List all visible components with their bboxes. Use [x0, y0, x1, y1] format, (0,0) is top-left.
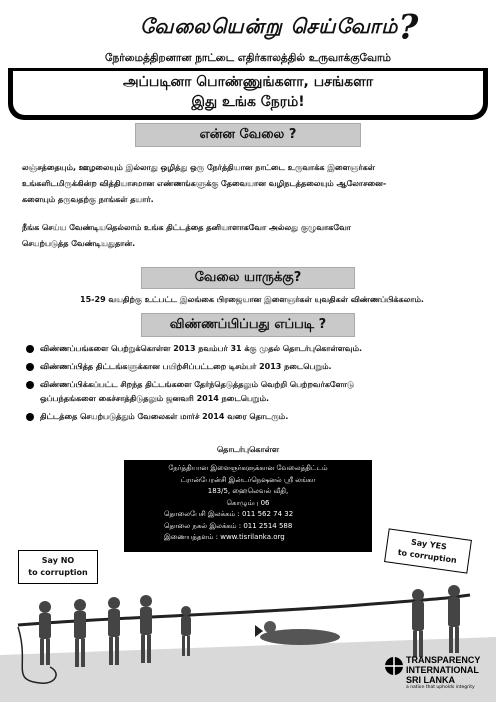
bullet-text: ஒப்பந்தங்களை கைச்சாத்திடுதலும் ஜனவரி 2014 நடைபெறும்.	[40, 394, 270, 403]
contact-address-1: 183/5, ஹைலெவல் வீதி,	[207, 487, 289, 495]
say-yes-line-2: to corruption	[397, 547, 458, 566]
ti-globe-icon	[384, 656, 404, 676]
section-who-heading: வேலை யாருக்கு?	[142, 268, 354, 288]
list-item	[26, 378, 476, 406]
list-item	[26, 342, 476, 356]
section-what-para-2	[22, 220, 482, 252]
contact-fax: தொலை நகல் இலக்கம் : 011 2514 588	[164, 521, 293, 530]
say-no-line-1: Say NO	[41, 556, 75, 565]
para-line: லஞ்சத்தையும், ஊழலையும் இல்லாது ஒழித்து ஒரு நேர்த்தியான நாட்டை உருவாக்க இளைஞர்கள்	[22, 163, 375, 172]
how-bullet-list	[26, 342, 476, 428]
para-line: உங்களிடமிருக்கின்ற வித்தியாசமான எண்ணங்களுக்கு தேவையான வழிநடத்தலையும் ஆலோசனை-	[22, 179, 387, 188]
bullet-icon	[26, 363, 34, 371]
say-yes-line-1: Say YES	[410, 537, 448, 552]
ti-line-3: SRI LANKA	[406, 675, 455, 685]
ti-logo-subtitle: a nation that upholds integrity	[406, 685, 475, 690]
list-item	[26, 360, 476, 374]
bullet-text: விண்ணப்பித்த திட்டங்களுக்கான பயிற்சிப்பட்டறை டிசம்பர் 2013 நடைபெறும்.	[40, 362, 332, 371]
bullet-icon	[26, 345, 34, 353]
para-line: களையும் தருவதற்கு நாங்கள் தயார்.	[22, 195, 154, 204]
bullet-icon	[26, 381, 34, 389]
contact-org-2: ட்ரான்பேரன்சி இன்டர்நெஷனல் ஸ்ரீ லங்கா	[180, 475, 316, 484]
question-mark-icon: ?	[398, 7, 420, 48]
banner-line-1: அப்படினா பொண்ணுங்களா, பசங்களா	[122, 74, 374, 90]
contact-address-2: கொழும்பு 06	[226, 498, 270, 507]
contact-heading: தொடர்புகொள்ள	[216, 445, 280, 454]
logo-title	[140, 6, 420, 48]
section-what-heading: என்ன வேலை ?	[136, 124, 360, 146]
section-who-text: 15-29 வயதிற்கு உட்பட்ட இலங்கை பிரஜையான இளைஞர்கள் யுவதிகள் விண்ணப்பிக்கலாம்.	[80, 295, 424, 304]
ti-logo-text	[406, 655, 480, 685]
bullet-text: விண்ணப்பங்களை பெற்றுக்கொள்ள 2013 நவம்பர் 31 க்கு முதல் தொடர்புகொள்ளவும்.	[40, 344, 363, 353]
bullet-icon	[26, 413, 34, 421]
fallen-man-icon	[260, 621, 340, 645]
banner	[8, 68, 488, 120]
list-item	[26, 410, 476, 424]
contact-web[interactable]: இணையத்தளம் : www.tisrilanka.org	[164, 533, 285, 541]
para-line: செயற்படுத்த வேண்டியதுதான்.	[22, 239, 136, 248]
contact-org-1: நேர்த்தியான இளைஞர்களுக்கான வேலைத்திட்டம்	[168, 464, 328, 472]
section-how-heading: விண்ணப்பிப்பது எப்படி ?	[142, 314, 354, 336]
banner-line-2: இது உங்க நேரம்!	[191, 94, 305, 110]
ti-line-1: TRANSPARENCY	[406, 655, 481, 665]
contact-box	[124, 460, 372, 552]
para-line: நீங்க செய்ய வேண்டியதெல்லாம் உங்க திட்டத்தை தனியாளாகவோ அல்லது குழுவாகவோ	[22, 223, 351, 232]
contact-phone: தொலைபேசி இலக்கம் : 011 562 74 32	[164, 510, 294, 518]
say-no-line-2: to corruption	[28, 568, 88, 577]
say-no-sign	[18, 550, 98, 584]
ti-line-2: INTERNATIONAL	[406, 665, 479, 675]
tagline: நேர்மைத்திறனான நாட்டை எதிர்காலத்தில் உருவாக்குவோம்	[105, 52, 391, 64]
section-what-para-1	[22, 160, 482, 208]
bullet-text: திட்டத்தை செயற்படுத்தும் வேலைகள் மார்ச் 2014 வரை தொடரும்.	[40, 412, 289, 421]
logo-text: வேலையென்று செய்வோம்	[140, 14, 399, 38]
bullet-text: விண்ணப்பிக்கப்பட்ட சிறந்த திட்டங்களை தேர்ந்தெடுத்தலும் வெற்றி பெற்றவர்களோடு	[40, 380, 355, 389]
